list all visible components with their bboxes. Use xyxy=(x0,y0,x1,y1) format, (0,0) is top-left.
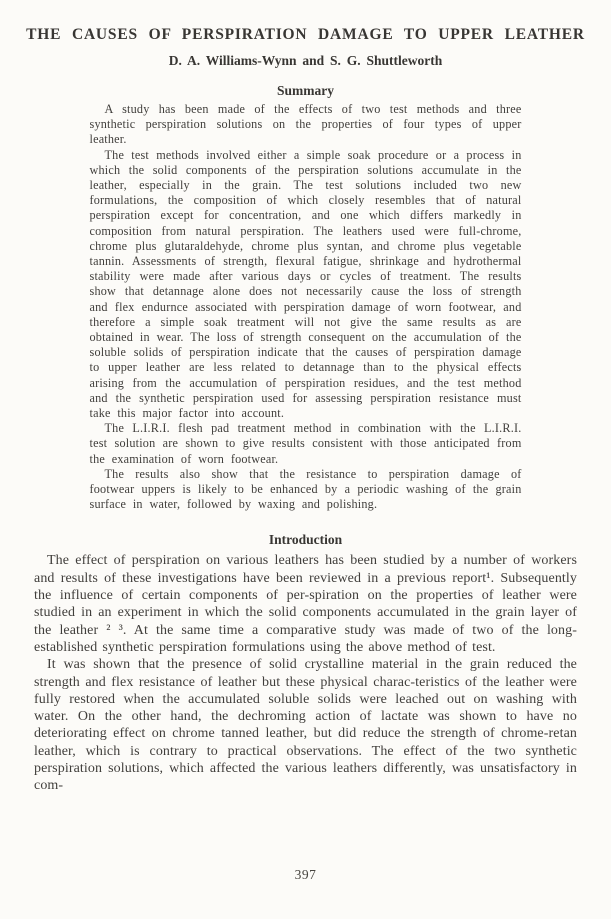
summary-paragraph-4: The results also show that the resistance to perspiration damage of footwear uppers is likely to be enhanced by a periodic washing of the grain surface in water, followed by waxing and polishing. xyxy=(89,466,522,512)
introduction-heading: Introduction xyxy=(268,532,343,548)
paper-title: THE CAUSES OF PERSPIRATION DAMAGE TO UPPER LEATHER xyxy=(26,26,585,43)
summary-heading: Summary xyxy=(277,83,334,98)
summary-paragraph-1: A study has been made of the effects of two test methods and three synthetic perspiration solutions on the properties of four types of upper leather. xyxy=(89,102,522,147)
introduction-paragraph-2: It was shown that the presence of solid crystalline material in the grain reduced the strength and flex resistance of leather but these physical charac-teristics of the leather were fully restored when the accumulated soluble solids were leached out on washing with water. On the other hand, the dechroming action of lactate was shown to have no deteriorating effect on chrome tanned leather, but did reduce the strength of chrome-retan leather, which is contrary to practical observations. The effect of the two synthetic perspiration solutions, which affected the various leathers differently, was unsatisfactory in com- xyxy=(34,657,577,794)
summary-paragraph-2: The test methods involved either a simple soak procedure or a process in which the solid components of the perspiration solutions accumulate in the leather, especially in the grain. The test solutions included two new formulations, the composition of which closely resembles that of natural perspiration except for concentration, and one which differs markedly in composition from natural perspiration. The leathers used were full-chrome, chrome plus glutaraldehyde, chrome plus syntan, and chrome plus vegetable tannin. Assessments of strength, flexural fatigue, shrinkage and hydrothermal stability were made after various days or cycles of treatment. The results show that detannage alone does not necessarily cause the loss of strength and flex endurnce associated with perspiration damage of worn footwear, and therefore a simple soak treatment will not give the same results as are obtained in wear. The loss of strength consequent on the accumulation of the soluble solids of perspiration indicate that the causes of perspiration damage to upper leather are less related to detannage than to the physical effects arising from the accumulation of perspiration residues, and the test method and the synthetic perspiration used for assessing perspiration resistance must take this major factor into account. xyxy=(89,147,522,421)
summary-section xyxy=(90,102,522,512)
introduction-section xyxy=(34,552,577,794)
introduction-paragraph-1: The effect of perspiration on various leathers has been studied by a number of workers and results of these investigations have been reviewed in a previous report¹. Subsequently the influence of certain components of per-spiration on the properties of leather were studied in an experiment in which the solid components accumulated in the grain layer of the leather ² ³. At the same time a comparative study was made of two of the long-established synthetic perspiration formulations using the above method of test. xyxy=(34,553,577,655)
summary-paragraph-3: The L.I.R.I. flesh pad treatment method in combination with the L.I.R.I. test solution are shown to give results consistent with those anticipated from the examination of worn footwear. xyxy=(89,421,522,466)
page-number: 397 xyxy=(294,867,317,882)
paper-authors: D. A. Williams-Wynn and S. G. Shuttleworth xyxy=(168,53,443,68)
